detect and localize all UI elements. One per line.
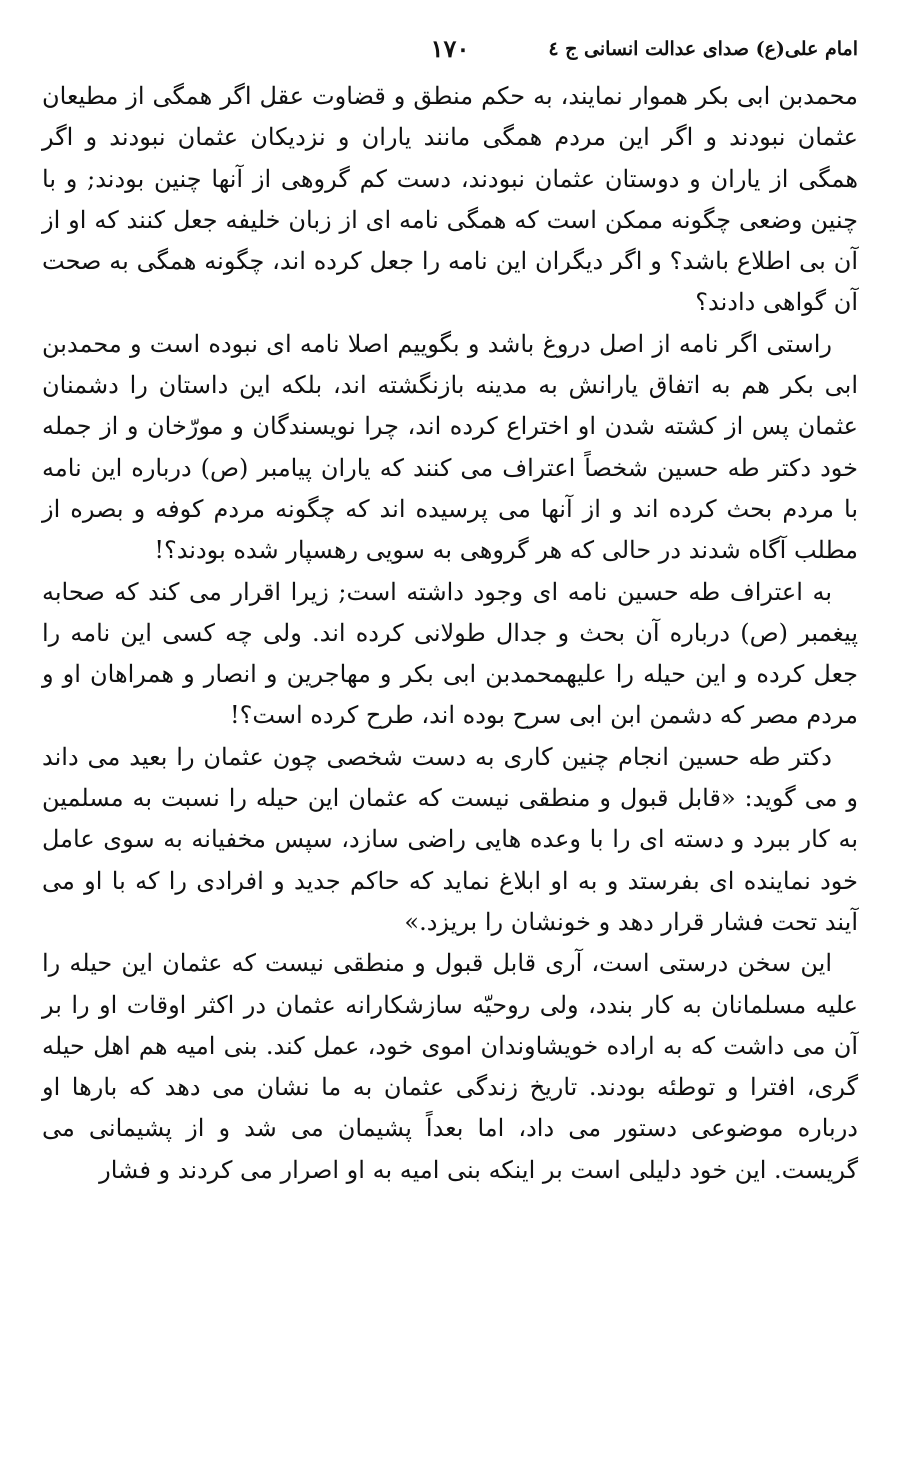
paragraph: این سخن درستی است، آری قابل قبول و منطقی نیست که عثمان این حیله را علیه مسلمانان به کار بندد، ولی روحیّه سازشکارانه عثمان در اکثر اوقات او را بر آن می داشت که به اراده خویشاوندان اموی خود، عمل کند. بنی امیه هم اهل حیله گری، افترا و توطئه بودند. تاریخ زندگی عثمان به ما نشان می دهد که بارها او درباره موضوعی دستور می داد، اما بعداً پشیمان می شد و از پشیمانی می گریست. این خود دلیلی است بر اینکه بنی امیه به او اصرار می کردند و فشار [42, 949, 858, 1184]
body-text [42, 76, 858, 1191]
paragraph: به اعتراف طه حسین نامه ای وجود داشته است; زیرا اقرار می کند که صحابه پیغمبر (ص) درباره آن بحث و جدال طولانی کرده اند. ولی چه کسی این نامه را جعل کرده و این حیله را علیهمحمدبن ابی بکر و مهاجرین و انصار و همراهان او و مردم مصر که دشمن ابن ابی سرح بوده اند، طرح کرده است؟! [42, 577, 858, 730]
paragraph: دکتر طه حسین انجام چنین کاری به دست شخصی چون عثمان را بعید می داند و می گوید: «قابل قبول و منطقی نیست که عثمان این حیله را نسبت به مسلمین به کار ببرد و دسته ای را با وعده هایی راضی سازد، سپس مخفیانه به سوی عامل خود نماینده ای بفرستد و به او ابلاغ نماید که حاکم جدید و افرادی را که با او می آیند تحت فشار قرار دهد و خونشان را بریزد.» [42, 742, 858, 936]
running-title: امام علی(ع) صدای عدالت انسانی ج ٤ [548, 38, 858, 60]
paragraph: راستی اگر نامه از اصل دروغ باشد و بگوییم اصلا نامه ای نبوده است و محمدبن ابی بکر هم به اتفاق یارانش به مدینه بازنگشته اند، بلکه این داستان را دشمنان عثمان پس از کشته شدن او اختراع کرده اند، چرا نویسندگان و مورّخان و از جمله خود دکتر طه حسین شخصاً اعتراف می کنند که یاران پیامبر (ص) درباره این نامه با مردم بحث کرده اند و از آنها می پرسیده اند که چگونه مردم کوفه و بصره از مطلب آگاه شدند در حالی که هر گروهی به سویی رهسپار شده بودند؟! [42, 329, 858, 565]
page-header [42, 28, 858, 76]
book-page [42, 28, 858, 1191]
page-number: ۱۷۰ [430, 34, 470, 63]
paragraph-continuation: محمدبن ابی بکر هموار نمایند، به حکم منطق و قضاوت عقل اگر همگی از مطیعان عثمان نبودند و اگر این مردم همگی مانند یاران و نزدیکان عثمان نبودند و اگر همگی از یاران و دوستان عثمان نبودند، دست کم گروهی از آنها چنین بودند; و با چنین وضعی چگونه ممکن است که همگی نامه ای از زبان خلیفه جعل کنند که او از آن بی اطلاع باشد؟ و اگر دیگران این نامه را جعل کرده اند، چگونه همگی به صحت آن گواهی دادند؟ [42, 82, 858, 317]
